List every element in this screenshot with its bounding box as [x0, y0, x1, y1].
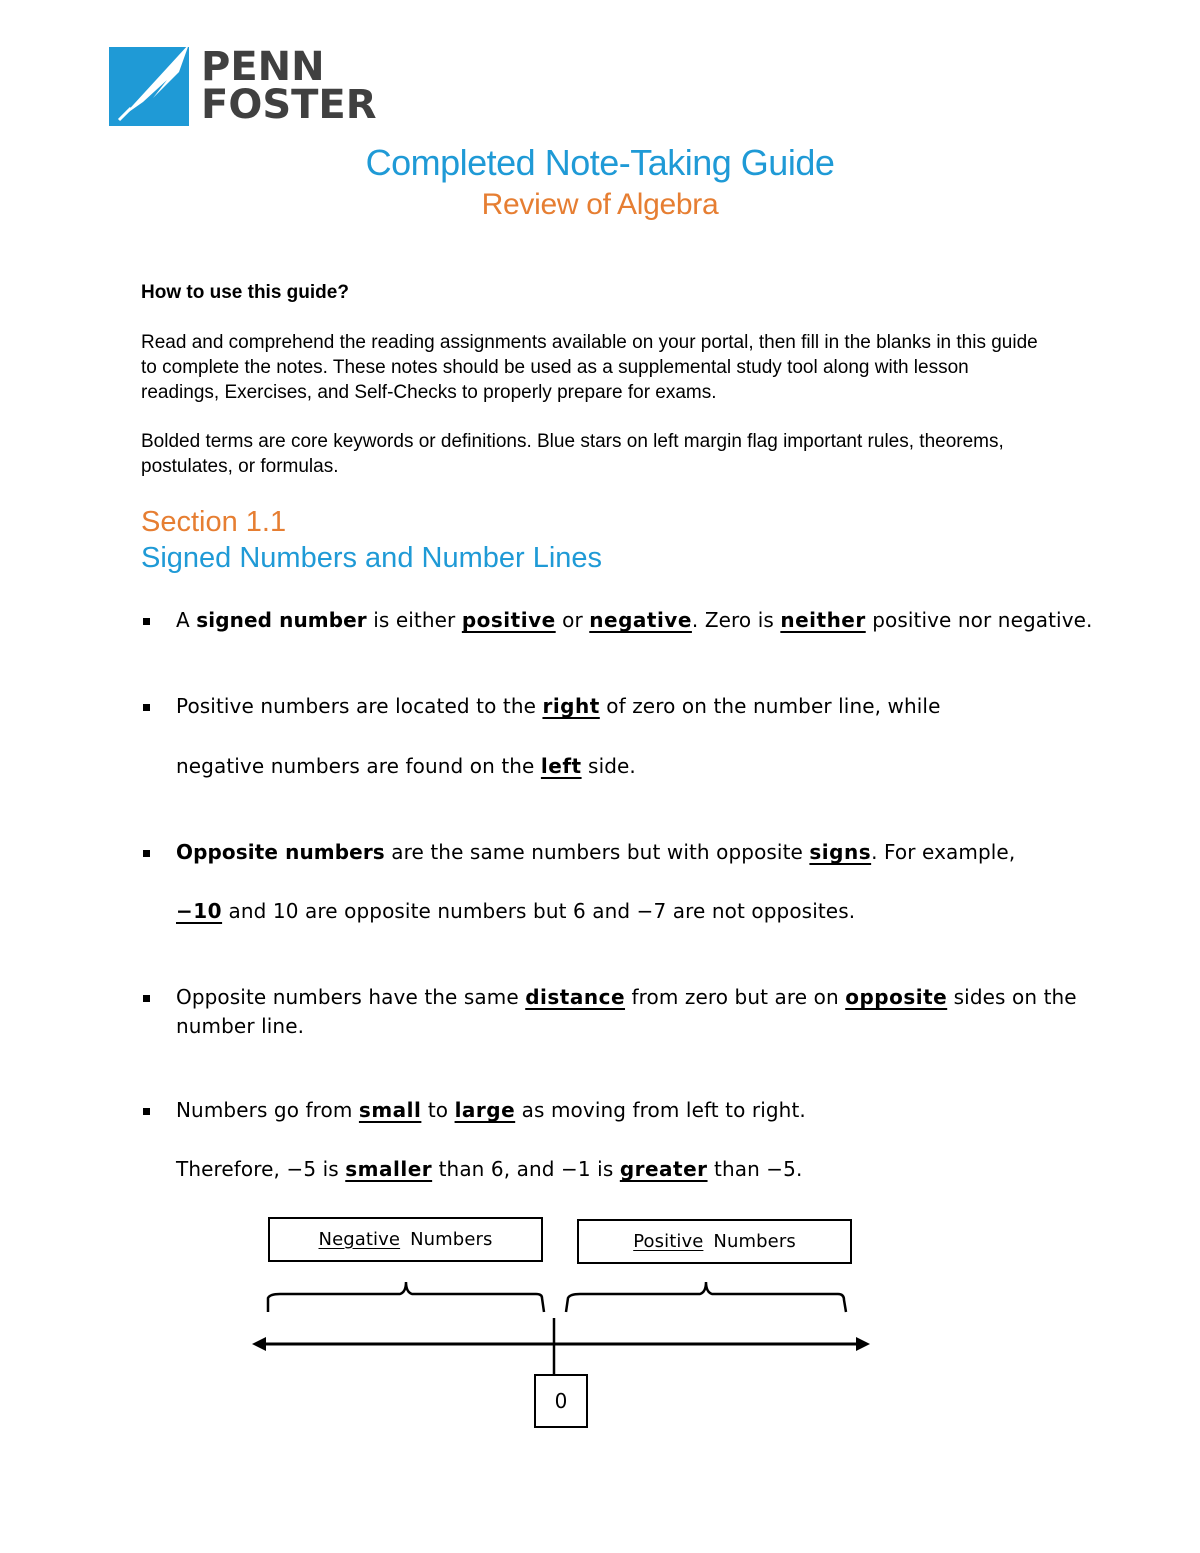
text: Opposite numbers have the same: [176, 985, 526, 1009]
bullet-icon: [143, 618, 150, 625]
text: Numbers go from: [176, 1098, 359, 1122]
howto-heading: How to use this guide?: [141, 282, 349, 303]
zero-label-box: 0: [534, 1374, 588, 1428]
note-negative-numbers: [176, 754, 636, 778]
filled-blank: distance: [525, 985, 626, 1009]
note-positive-numbers: [176, 694, 941, 718]
howto-paragraph-1: Read and comprehend the reading assignments available on your portal, then fill in the blanks in this guide to complete the notes. These notes should be used as a supplemental study tool along with lesson readings, Exercises, and Self-Checks to properly prepare for exams.: [141, 332, 1038, 403]
text: from zero but are on: [625, 985, 846, 1009]
right-brace: [566, 1282, 846, 1312]
text: Therefore, −5 is: [176, 1157, 346, 1181]
filled-blank: Negative: [318, 1229, 401, 1250]
text: than −5.: [707, 1157, 803, 1181]
text: A: [176, 608, 197, 632]
box-label: Numbers: [410, 1229, 493, 1250]
keyword: signed number: [196, 608, 367, 632]
filled-blank: positive: [461, 608, 556, 632]
text: to: [421, 1098, 455, 1122]
filled-blank: Positive: [633, 1231, 704, 1252]
logo-line1: PENN: [201, 44, 325, 90]
text: sides on the: [947, 985, 1077, 1009]
text: are the same numbers but with opposite: [384, 840, 810, 864]
section-title: Signed Numbers and Number Lines: [141, 542, 603, 574]
note-distance-cont: [176, 1014, 304, 1038]
text: as moving from left to right.: [515, 1098, 806, 1122]
filled-blank: negative: [589, 608, 692, 632]
text: . For example,: [871, 840, 1016, 864]
filled-blank: neither: [780, 608, 866, 632]
text: or: [555, 608, 590, 632]
text: number line.: [176, 1014, 305, 1038]
note-opposite-numbers: [176, 840, 1015, 864]
bullet-icon: [143, 995, 150, 1002]
quill-logo-icon: [109, 42, 189, 126]
text: is either: [366, 608, 462, 632]
filled-blank: greater: [619, 1157, 708, 1181]
text: negative numbers are found on the: [176, 754, 541, 778]
filled-blank: right: [542, 694, 600, 718]
filled-blank: smaller: [345, 1157, 433, 1181]
number-line-diagram: [240, 1260, 880, 1380]
note-ordering-example: [176, 1157, 802, 1181]
text: of zero on the number line, while: [599, 694, 941, 718]
keyword: Opposite numbers: [176, 840, 385, 864]
filled-blank: large: [454, 1098, 516, 1122]
left-brace: [268, 1282, 544, 1312]
penn-foster-logo: [109, 42, 379, 128]
page-title: Completed Note-Taking Guide: [365, 142, 835, 183]
text: Positive numbers are located to the: [176, 694, 543, 718]
left-arrow-icon: [252, 1337, 266, 1351]
section-number: Section 1.1: [141, 506, 287, 538]
howto-paragraph-2: Bolded terms are core keywords or definitions. Blue stars on left margin flag important rules, theorems, postulates, or formulas.: [141, 431, 1004, 477]
text: . Zero is: [691, 608, 781, 632]
filled-blank: signs: [809, 840, 872, 864]
note-distance: [176, 985, 1077, 1009]
box-label: Numbers: [713, 1231, 796, 1252]
text: side.: [581, 754, 636, 778]
bullet-icon: [143, 1108, 150, 1115]
bullet-icon: [143, 850, 150, 857]
logo-line2: FOSTER: [201, 82, 377, 128]
note-opposite-example: [176, 899, 855, 923]
bullet-icon: [143, 704, 150, 711]
text: than 6, and −1 is: [432, 1157, 620, 1181]
filled-blank: left: [540, 754, 582, 778]
positive-numbers-box: [577, 1219, 852, 1264]
text: positive nor negative.: [865, 608, 1093, 632]
filled-blank: opposite: [845, 985, 948, 1009]
right-arrow-icon: [856, 1337, 870, 1351]
negative-numbers-box: [268, 1217, 543, 1262]
logo-wordmark: [201, 44, 377, 128]
text: and 10 are opposite numbers but 6 and −7 are not opposites.: [222, 899, 856, 923]
note-ordering: [176, 1098, 806, 1122]
note-signed-number: [176, 608, 1093, 632]
filled-blank: −10: [176, 899, 223, 923]
filled-blank: small: [358, 1098, 422, 1122]
page-subtitle: Review of Algebra: [481, 188, 719, 221]
